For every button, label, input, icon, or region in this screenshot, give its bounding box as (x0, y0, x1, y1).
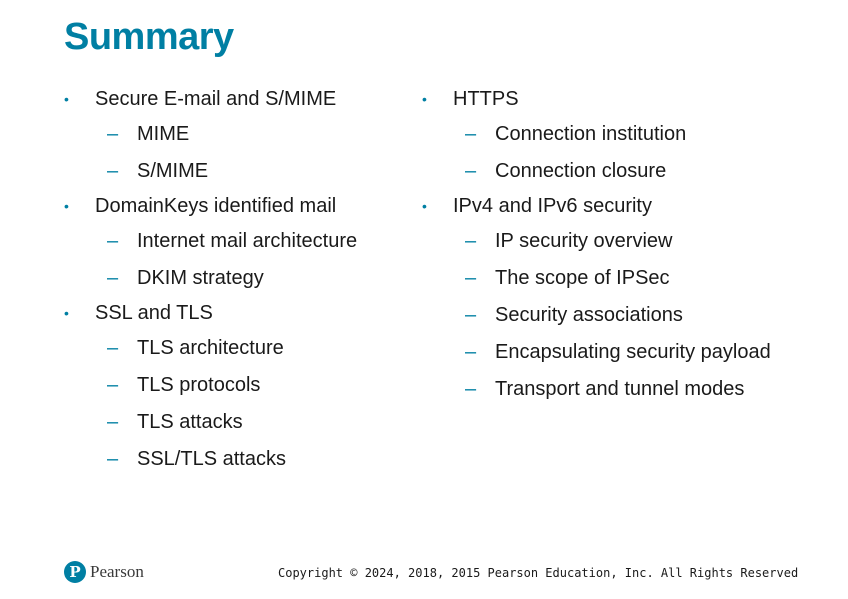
sub-item (95, 335, 404, 361)
sub-item (95, 158, 404, 184)
bullet-icon: • (64, 198, 69, 214)
bullet-item-label: IPv4 and IPv6 security (453, 195, 652, 217)
sub-item (95, 265, 404, 291)
pearson-logo (64, 561, 144, 583)
dash-icon: – (107, 374, 119, 396)
sub-item-label: SSL/TLS attacks (137, 448, 286, 470)
bullet-item-secure-email (64, 88, 404, 184)
sub-bullet-list (95, 121, 404, 184)
dash-icon: – (465, 230, 477, 252)
bullet-item-label: SSL and TLS (95, 302, 213, 324)
dash-icon: – (465, 304, 477, 326)
pearson-p-icon: P (64, 561, 86, 583)
sub-item-label: Connection closure (495, 160, 667, 182)
dash-icon: – (107, 411, 119, 433)
left-bullet-list (64, 88, 404, 483)
sub-item-label: S/MIME (137, 160, 209, 182)
dash-icon: – (465, 267, 477, 289)
bullet-item-dkim (64, 195, 404, 291)
sub-item (453, 158, 792, 184)
bullet-item-https (422, 88, 792, 184)
sub-item-label: Security associations (495, 304, 683, 326)
sub-item-label: Encapsulating security payload (495, 341, 771, 363)
dash-icon: – (465, 378, 477, 400)
sub-item-label: Transport and tunnel modes (495, 378, 745, 400)
dash-icon: – (107, 160, 119, 182)
sub-item (95, 409, 404, 435)
sub-item (95, 228, 404, 254)
sub-item-label: TLS architecture (137, 337, 284, 359)
sub-item-label: DKIM strategy (137, 267, 264, 289)
sub-item-label: TLS protocols (137, 374, 261, 396)
sub-item (453, 228, 792, 254)
bullet-item-label: DomainKeys identified mail (95, 195, 337, 217)
sub-item-label: The scope of IPSec (495, 267, 670, 289)
bullet-item-label: HTTPS (453, 88, 519, 110)
sub-item (453, 121, 792, 147)
dash-icon: – (107, 230, 119, 252)
dash-icon: – (465, 123, 477, 145)
dash-icon: – (465, 160, 477, 182)
dash-icon: – (107, 267, 119, 289)
sub-item-label: MIME (137, 123, 190, 145)
sub-item (453, 302, 792, 328)
sub-item (453, 339, 792, 365)
dash-icon: – (107, 337, 119, 359)
dash-icon: – (107, 448, 119, 470)
sub-item (453, 376, 792, 402)
copyright-notice: Copyright © 2024, 2018, 2015 Pearson Education, Inc. All Rights Reserved (278, 566, 799, 580)
bullet-item-ssl-tls (64, 302, 404, 472)
sub-bullet-list (95, 335, 404, 472)
bullet-icon: • (422, 91, 427, 107)
sub-item-label: Connection institution (495, 123, 687, 145)
sub-item-label: IP security overview (495, 230, 673, 252)
slide-title: Summary (64, 16, 234, 58)
sub-bullet-list (453, 228, 792, 402)
right-bullet-list (422, 88, 792, 413)
sub-item-label: TLS attacks (137, 411, 243, 433)
dash-icon: – (465, 341, 477, 363)
bullet-icon: • (64, 91, 69, 107)
sub-item (95, 121, 404, 147)
sub-bullet-list (453, 121, 792, 184)
bullet-icon: • (422, 198, 427, 214)
bullet-icon: • (64, 305, 69, 321)
sub-item-label: Internet mail architecture (137, 230, 358, 252)
bullet-item-ip-security (422, 195, 792, 402)
pearson-logo-text: Pearson (90, 562, 144, 581)
sub-item (453, 265, 792, 291)
sub-item (95, 372, 404, 398)
bullet-item-label: Secure E-mail and S/MIME (95, 88, 337, 110)
sub-item (95, 446, 404, 472)
dash-icon: – (107, 123, 119, 145)
sub-bullet-list (95, 228, 404, 291)
